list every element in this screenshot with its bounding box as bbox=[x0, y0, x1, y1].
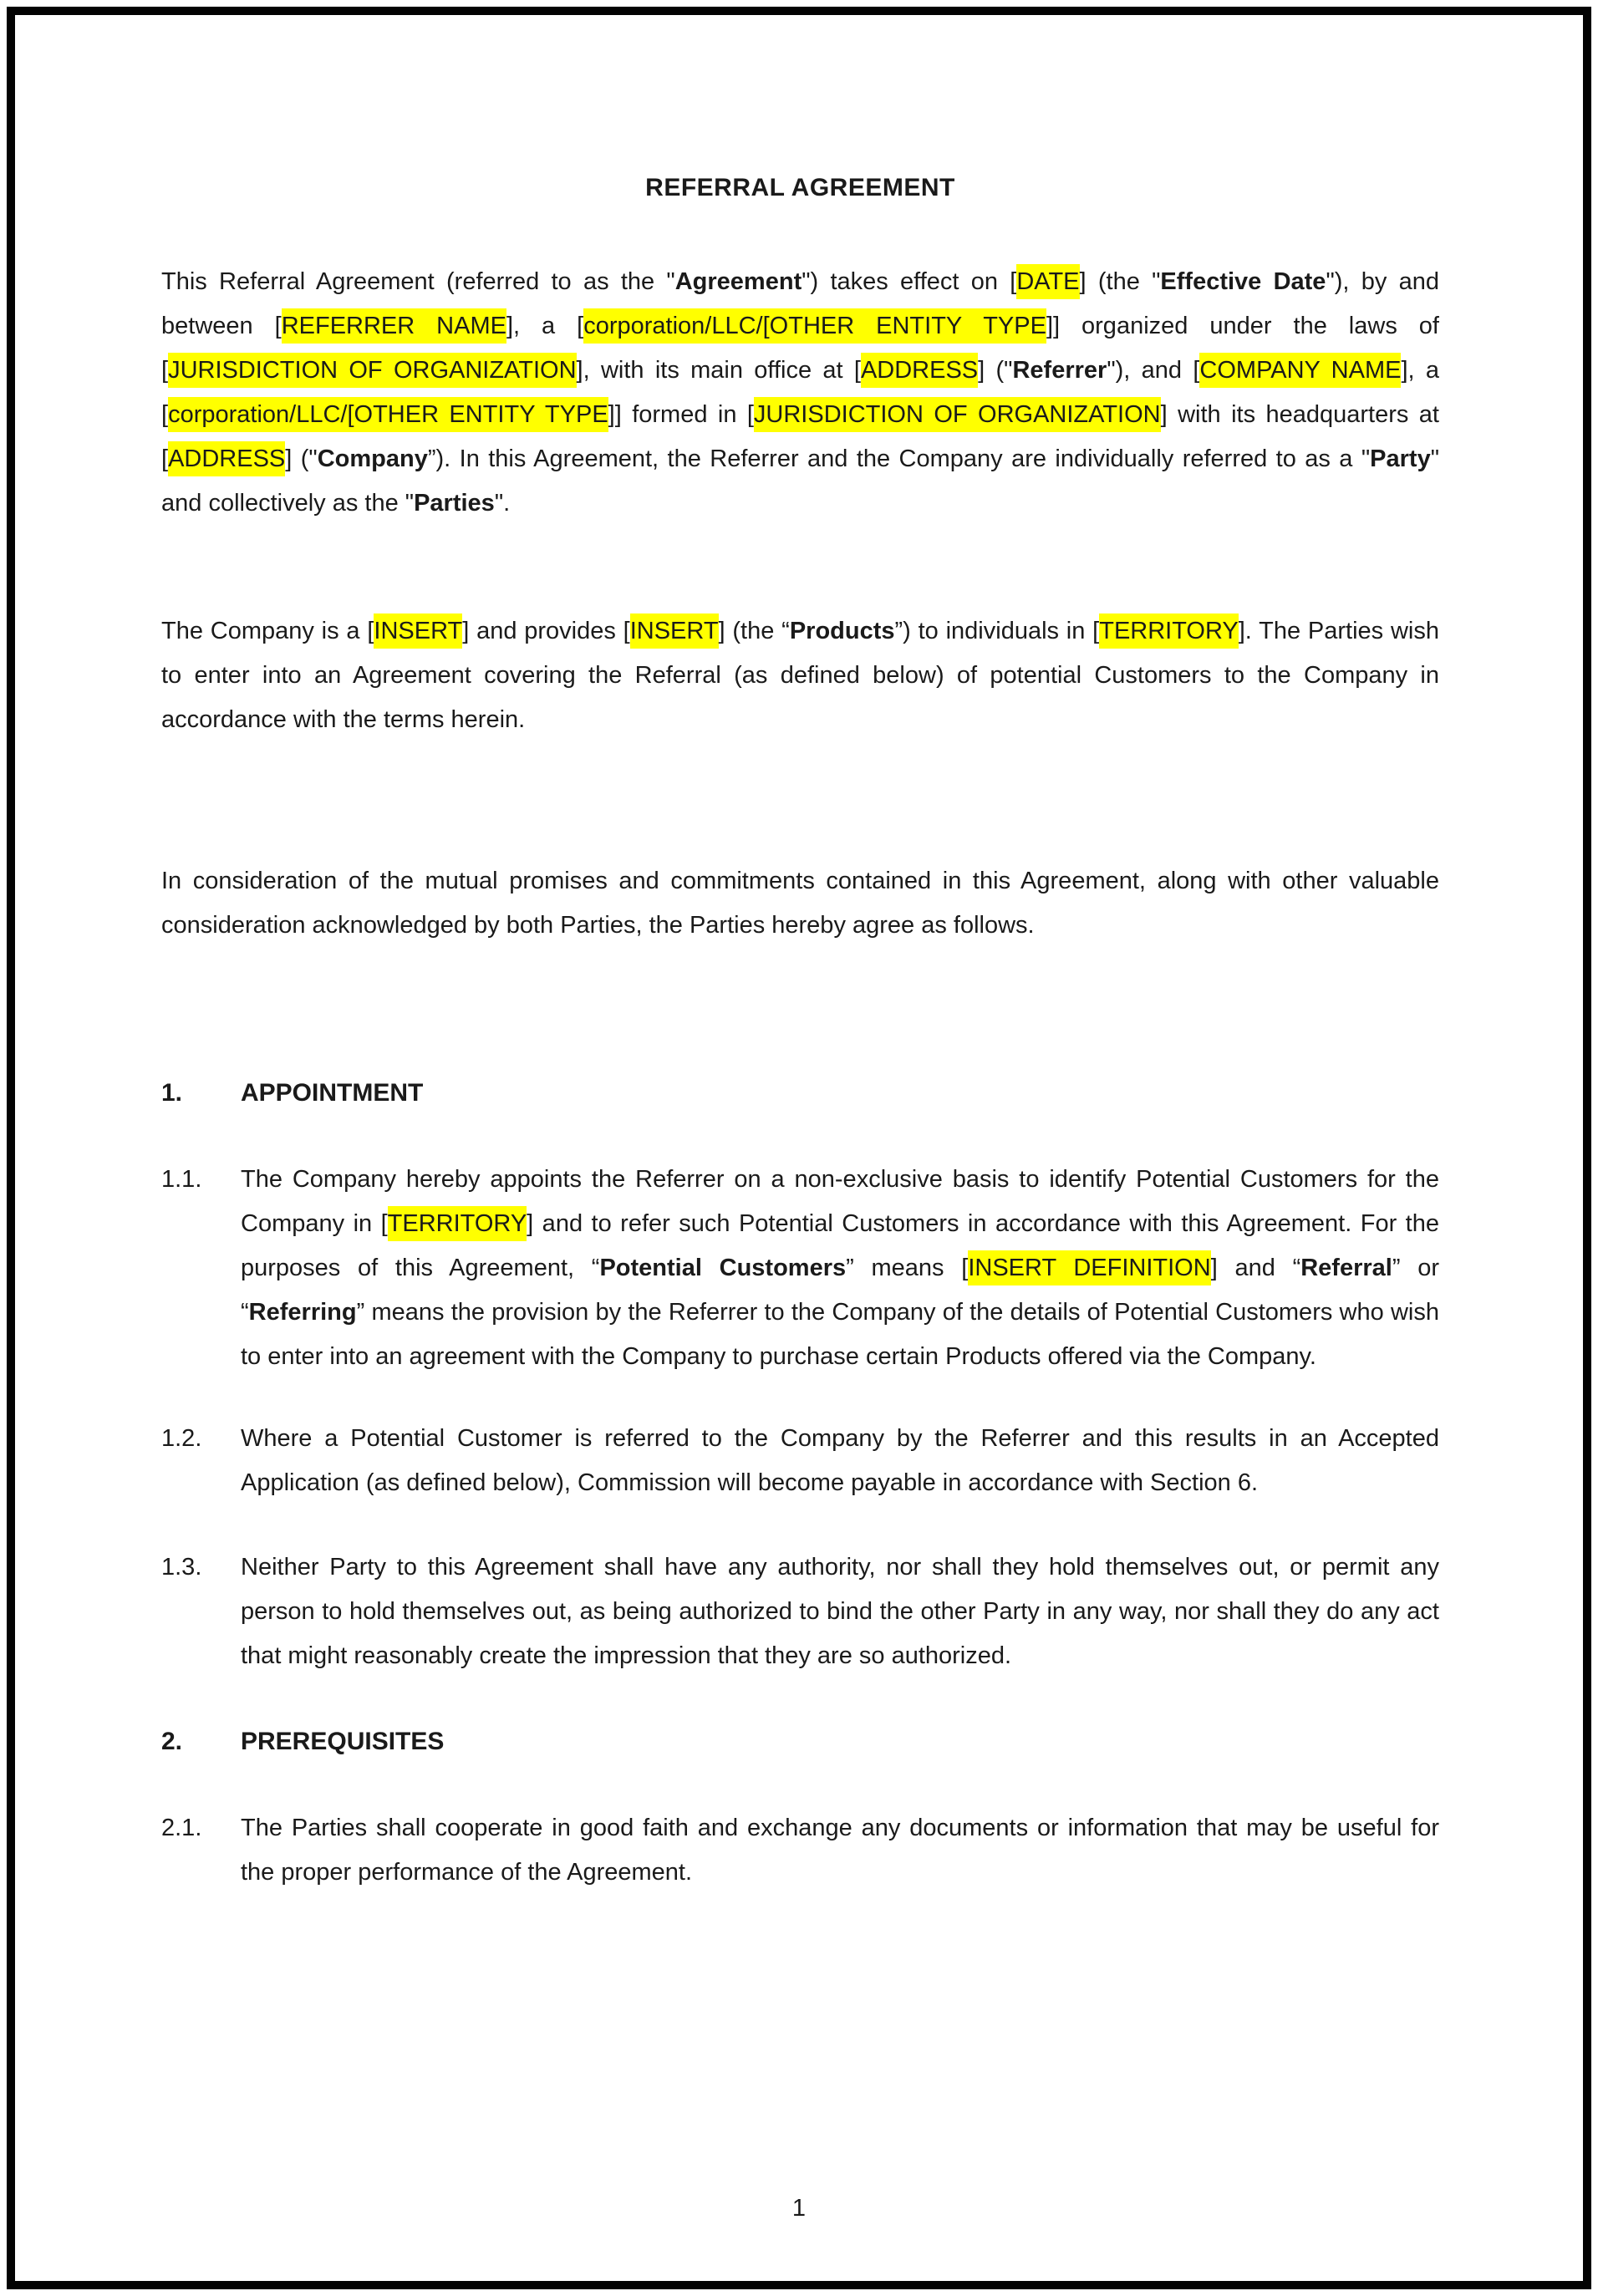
clause-number: 1.3. bbox=[161, 1554, 202, 1581]
page-content bbox=[15, 15, 1583, 2281]
section-heading-prerequisites bbox=[161, 1719, 1439, 1764]
consideration-paragraph: In consideration of the mutual promises and commitments contained in this Agreement, along with other valuable consideration acknowledged by both Parties, the Parties hereby agree as follows. bbox=[161, 868, 1439, 939]
clause-number: 1.1. bbox=[161, 1166, 202, 1193]
section-label: PREREQUISITES bbox=[241, 1728, 445, 1755]
clause-2-1 bbox=[161, 1806, 1439, 1895]
intro-paragraph: This Referral Agreement (referred to as the "Agreement") takes effect on [DATE] (the "Effective Date"), by and between [REFERRER NAME], a [corporation/LLC/[OTHER ENTITY TYPE]] organized under the laws of [JURISDICTION OF ORGANIZATION], with its main office at [ADDRESS] ("Referrer"), and [COMPANY NAME], a [corporation/LLC/[OTHER ENTITY TYPE]] formed in [JURISDICTION OF ORGANIZATION] with its headquarters at [ADDRESS] ("Company”). In this Agreement, the Referrer and the Company are individually referred to as a "Party" and collectively as the "Parties". bbox=[161, 260, 1439, 526]
clause-1-3 bbox=[161, 1545, 1439, 1678]
section-heading-appointment bbox=[161, 1071, 1439, 1115]
section-number: 1. bbox=[161, 1079, 183, 1107]
company-description-paragraph: The Company is a [INSERT] and provides [INSERT] (the “Products”) to individuals in [TERRITORY]. The Parties wish to enter into an Agreement covering the Referral (as defined below) of potential Customers to the Company in accordance with the terms herein. bbox=[161, 609, 1439, 742]
section-number: 2. bbox=[161, 1728, 183, 1755]
clause-text: The Parties shall cooperate in good faith and exchange any documents or information that may be useful for the proper performance of the Agreement. bbox=[241, 1815, 1439, 1886]
clause-text: The Company hereby appoints the Referrer on a non-exclusive basis to identify Potential Customers for the Company in [TERRITORY] and to refer such Potential Customers in accordance with this Agreement. For the purposes of this Agreement, “Potential Customers” means [INSERT DEFINITION] and “Referral” or “Referring” means the provision by the Referrer to the Company of the details of Potential Customers who wish to enter into an agreement with the Company to purchase certain Products offered via the Company. bbox=[241, 1166, 1440, 1370]
clause-1-1 bbox=[161, 1158, 1439, 1379]
page-number: 1 bbox=[791, 2195, 807, 2222]
clause-number: 1.2. bbox=[161, 1425, 202, 1452]
clause-text: Neither Party to this Agreement shall have any authority, nor shall they hold themselves out, or permit any person to hold themselves out, as being authorized to bind the other Party in any way, nor shall they do any act that might reasonably create the impression that they are so authorized. bbox=[241, 1554, 1439, 1669]
clause-1-2 bbox=[161, 1417, 1439, 1505]
clause-number: 2.1. bbox=[161, 1815, 202, 1841]
clause-text: Where a Potential Customer is referred to the Company by the Referrer and this results in an Accepted Application (as defined below), Commission will become payable in accordance with Section 6. bbox=[241, 1425, 1439, 1496]
document-title: REFERRAL AGREEMENT bbox=[645, 174, 955, 201]
section-label: APPOINTMENT bbox=[241, 1079, 424, 1107]
